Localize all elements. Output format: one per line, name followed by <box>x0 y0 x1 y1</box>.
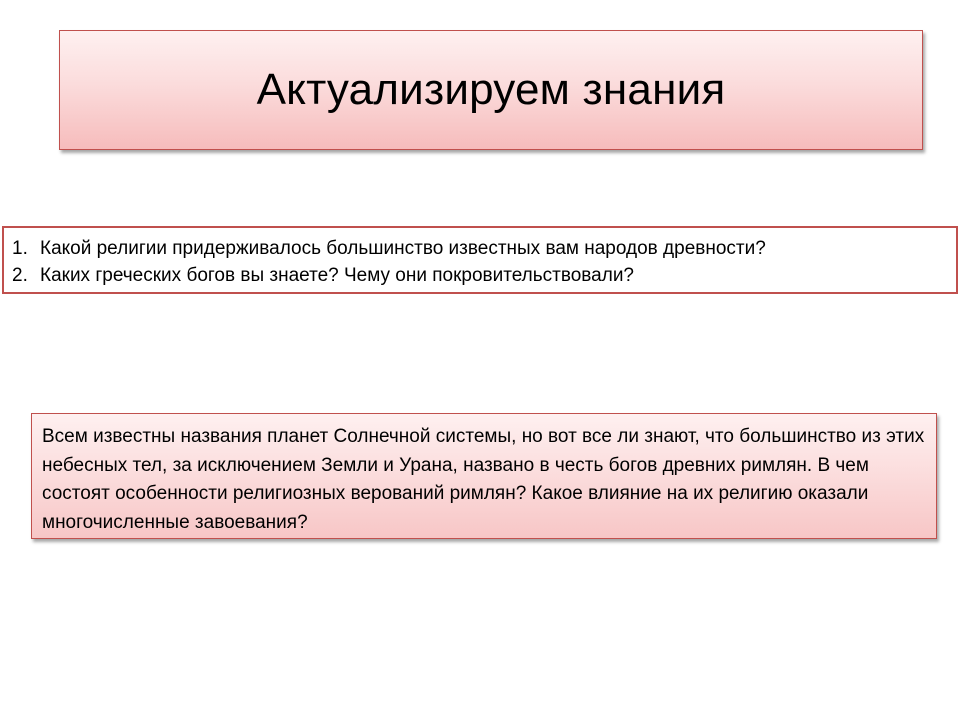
title-box <box>59 30 923 150</box>
list-item <box>12 235 948 262</box>
info-text: Всем известны названия планет Солнечной системы, но вот все ли знают, что большинство из этих небесных тел, за исключением Земли и Урана, названо в честь богов древних римлян. В чем состоят особенности религиозных верований римлян? Какое влияние на их религию оказали многочисленные завоевания? <box>42 426 925 533</box>
list-item-text: Какой религии придерживалось большинство известных вам народов древности? <box>40 238 766 259</box>
list-item-text: Каких греческих богов вы знаете? Чему они покровительствовали? <box>40 265 635 286</box>
info-box <box>31 413 937 539</box>
list-item-number: 1. <box>12 238 28 259</box>
questions-list <box>12 235 948 289</box>
list-item-number: 2. <box>12 265 28 286</box>
list-item <box>12 262 948 289</box>
questions-box <box>2 226 958 294</box>
slide-title: Актуализируем знания <box>256 65 726 114</box>
